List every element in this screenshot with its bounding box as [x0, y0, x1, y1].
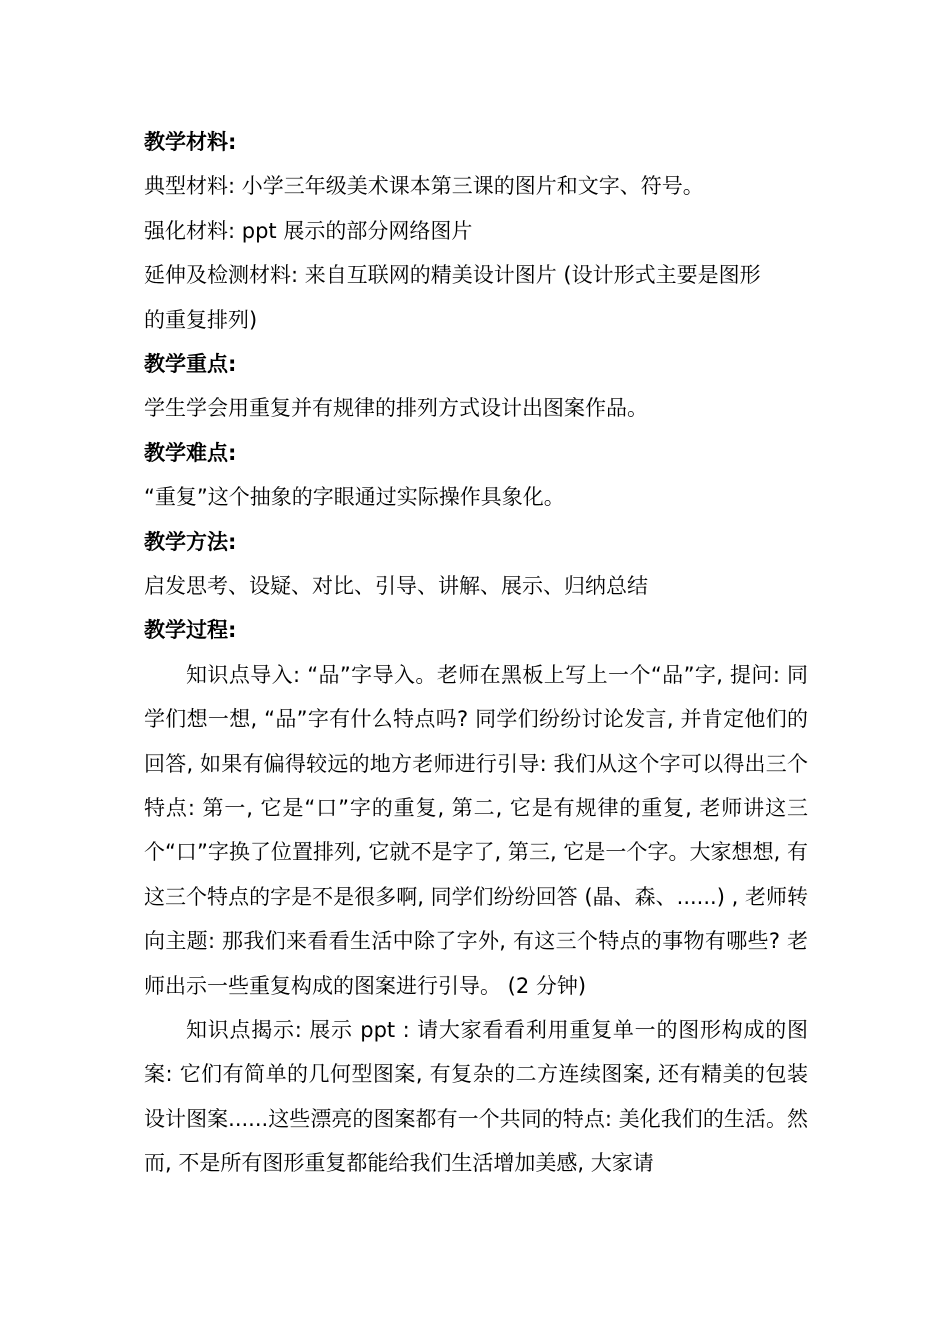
- focus-heading: 教学重点:: [144, 351, 237, 376]
- method-text: 启发思考、设疑、对比、引导、讲解、展示、归纳总结: [144, 573, 648, 598]
- materials-line-typical: 典型材料: 小学三年级美术课本第三课的图片和文字、符号。: [144, 174, 704, 199]
- focus-text: 学生学会用重复并有规律的排列方式设计出图案作品。: [144, 396, 648, 421]
- method-heading: 教学方法:: [144, 529, 237, 554]
- difficulty-heading: 教学难点:: [144, 440, 237, 465]
- process-paragraph-reveal: 知识点揭示: 展示 ppt : 请大家看看利用重复单一的图形构成的图案: 它们有简单的几何型图案, 有复杂的二方连续图案, 还有精美的包装设计图案......这些漂亮的图案都有一个共同的特点: 美化我们的生活。然而, 不是所有图形重复都能给我们生活增加美感, 大家请: [144, 1017, 808, 1176]
- difficulty-text: “重复”这个抽象的字眼通过实际操作具象化。: [144, 485, 565, 510]
- document-body: [144, 120, 808, 1186]
- materials-heading: 教学材料:: [144, 130, 237, 154]
- process-heading: 教学过程:: [144, 618, 237, 643]
- process-paragraph-intro: 知识点导入: “品”字导入。老师在黑板上写上一个“品”字, 提问: 同学们想一想, “品”字有什么特点吗? 同学们纷纷讨论发言, 并肯定他们的回答, 如果有偏得较远的地方老师进行引导: 我们从这个字可以得出三个特点: 第一, 它是“口”字的重复, 第二, 它是有规律的重复, 老师讲这三个“口”字换了位置排列, 它就不是字了, 第三, 它是一个字。大家想想, 有这三个特点的字是不是很多啊, 同学们纷纷回答 (晶、森、......) , 老师转向主题: 那我们来看看生活中除了字外, 有这三个特点的事物有哪些? 老师出示一些重复构成的图案进行引导。 (2 分钟): [144, 662, 808, 998]
- materials-line-extension-cont: 的重复排列): [144, 307, 258, 332]
- materials-line-reinforce: 强化材料: ppt 展示的部分网络图片: [144, 218, 473, 243]
- materials-line-extension: 延伸及检测材料: 来自互联网的精美设计图片 (设计形式主要是图形: [144, 263, 761, 288]
